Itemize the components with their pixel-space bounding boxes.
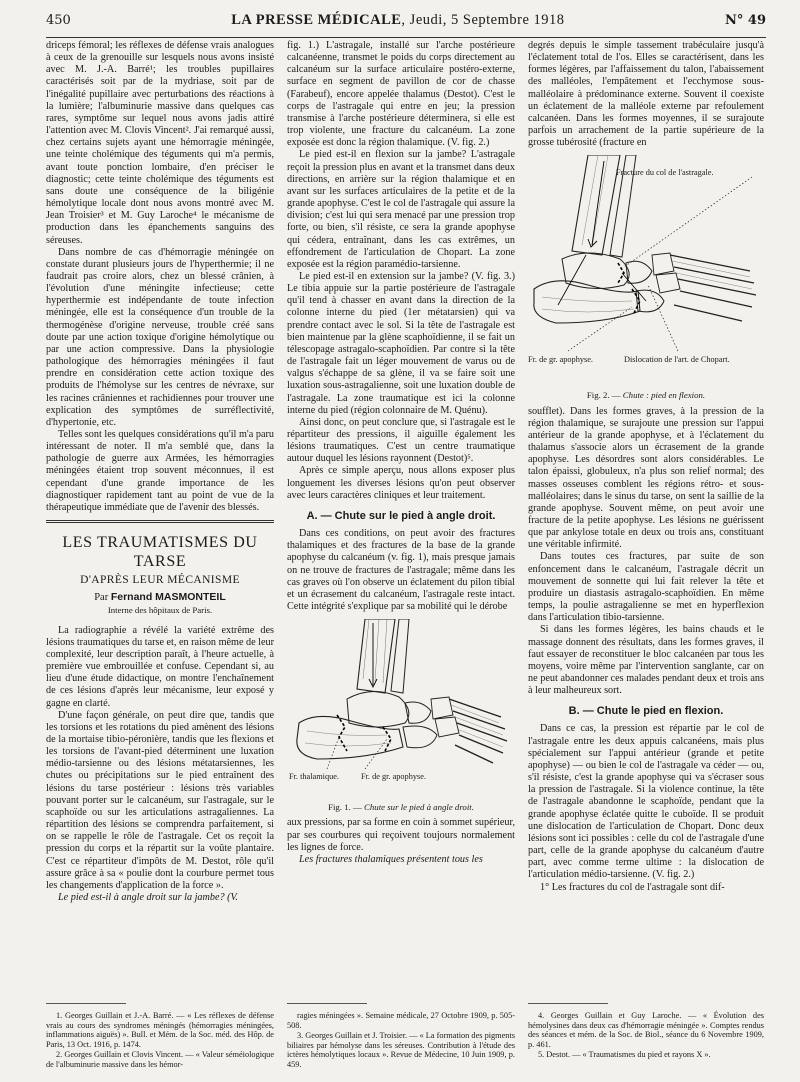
paragraph: degrés depuis le simple tassement trabéculaire jusqu'à l'éclatement total de l'os. Elles se caractérisent, dans les formes légères, par l'affaissement du talon, l'abaissement des malléoles, l'empâtement et l'ecchymose sous-malléolaire à prédominance externe. Souvent il coexiste un éclatement de la malléole externe par refoulement calcanéen. Dans les formes moyennes, il se surajoute parfois un arrachement de la partie supérieure de la grosse tubérosité (fracture en — [528, 40, 764, 149]
issue-number: N° 49 — [724, 13, 766, 28]
italic-text: Le pied est-il à angle droit sur la jambe? (V. — [58, 892, 238, 903]
paragraph: Ainsi donc, on peut conclure que, si l'astragale est le répartiteur des pressions, il aiguille également les lésions traumatiques. C'est un centre traumatique autour duquel les lésions rayonnent (Destot)⁵. — [287, 416, 515, 465]
figure-2-label-apophysis: Fr. de gr. apophyse. — [528, 355, 593, 365]
author-affiliation: Interne des hôpitaux de Paris. — [107, 605, 213, 616]
footnote: 1. Georges Guillain et J.-A. Barré. — « Les réflexes de défense vrais au cours des syndromes méningés (hémorragies méningées, inflammations aiguës) ». Bull. et Mém. de la Soc. méd. des Hôp. de Paris, 13 Oct. 1916, p. 1474. — [46, 1011, 274, 1049]
paragraph: Dans ces conditions, on peut avoir des fractures thalamiques et des fractures de la base de la grande apophyse du calcanéum (v. fig. 1), mais presque jamais on ne trouve de fractures de l'astragale; même dans les cas graves où l'on observe un éclatement du pilon tibial et un écrasement du calcanéum, l'astragale reste intact. Cette intégrité s'explique par sa mobilité qui le dérobe — [287, 528, 515, 613]
figure-2-caption-text: Chute : pied en flexion. — [622, 390, 706, 401]
footnote-rule-1 — [46, 1003, 126, 1004]
page-header — [46, 12, 766, 38]
figure-2-caption — [528, 389, 764, 401]
figure-1-caption-text: Chute sur le pied à angle droit. — [364, 802, 474, 813]
paragraph: aux pressions, par sa forme en coin à sommet supérieur, par ses courbures qui reçoivent toujours normalement les lignes de force. — [287, 817, 515, 853]
section-heading-a: A. — Chute sur le pied à angle droit. — [306, 509, 496, 522]
footnotes-column-1 — [46, 1011, 274, 1071]
figure-1-label-thalamic: Fr. thalamique. — [289, 772, 340, 782]
article-subtitle: D'APRÈS LEUR MÉCANISME — [80, 574, 240, 587]
paragraph: Le pied est-il en flexion sur la jambe? L'astragale reçoit la pression plus en avant et la transmet dans deux directions, en arrière sur la région thalamique et en avant sur les surfaces articulaires de la petite et de la grande apophyse. C'est le col de l'astragale qui assure la division; c'est lui qui sera menacé par une pression trop forte, ou bien, s'il résiste, ce sera la grande apophyse qui cédera, entraînant, dans les cas extrêmes, un effondrement de l'articulation de Chopart. La zone exposée est la région paramédio-tarsienne. — [287, 149, 515, 270]
paragraph-italic-question — [46, 892, 274, 904]
footnote-rule-3 — [528, 1003, 608, 1004]
issue-date: , Jeudi, 5 Septembre 1918 — [401, 12, 565, 28]
section-heading-b: B. — Chute le pied en flexion. — [568, 705, 724, 718]
paragraph: fig. 1.) L'astragale, installé sur l'arche postérieure calcanéenne, transmet le poids du corps directement au calcanéum sur la surface articulaire postéro-externe, surface en segment de pavillon de cor de chasse (Farabeuf), encore appelée thalamus (Destot). C'est le corps de l'astragale qui entre en jeu; la pression transmise à l'arche postérieure déterminera, si elle est trop violente, une fracture du calcanéum. La zone exposée est donc la région thalamique. (V. fig. 2.) — [287, 40, 515, 149]
italic-text: Les fractures thalamiques présentent tous les — [299, 853, 483, 865]
footnotes-column-3 — [528, 1011, 764, 1061]
article-divider — [46, 520, 274, 523]
paragraph: Dans ce cas, la pression est répartie par le col de l'astragale entre les deux appuis calcanéens, mais plus spécialement sur l'appui antérieur (grande et petite apophyse) — ou bien le col de l'astragale va céder — ou, s'il résiste, c'est la grande apophyse qui va s'écraser sous la pression de l'astragale. Si la violence continue, la tête de l'astragale abandonne le scaphoïde, pendant que la grande apophyse éclatée quitte le cuboïde. Il se produit une dislocation de l'articulation de Chopart. Donc deux lésions sont ici possibles : celle du col de l'astragale d'une part, celle de la grande apophyse du calcanéum d'autre part, avec comme terme ultime : la dislocation de l'articulation médio-tarsienne. (V. fig. 2.) — [528, 723, 764, 881]
column-1 — [46, 40, 274, 904]
journal-title-line — [231, 12, 564, 29]
paragraph: soufflet). Dans les formes graves, à la pression de la région thalamique, se surajoute une pression sur l'appui antérieur de la grande apophyse, et à l'éclatement du thalamus s'associe alors un écrasement de la grande apophyse. Les désordres sont alors considérables. Le talon épaissi, globuleux, n'a plus son relief normal; des masses osseuses comblent les régions rétro- et sous-malléolaires; dans le sinus du tarse, on sent la saillie de la grande apophyse. Souvent même, on peut avoir une fracture de la petite apophyse. Les lésions ne guérissent que par ankylose totale en deux ou trois ans, constituant une véritable infirmité. — [528, 405, 764, 551]
footnote: ragies méningées ». Semaine médicale, 27 Octobre 1909, p. 505-508. — [287, 1011, 515, 1030]
figure-1-label-apophysis: Fr. de gr. apophyse. — [361, 772, 426, 782]
figure-2-number: Fig. 2. — — [586, 390, 621, 401]
paragraph: Le pied est-il en extension sur la jambe? (V. fig. 3.) Le tibia appuie sur la partie postérieure de l'astragale qu'il tend à chasser en avant dans la direction de la colonne interne du pied (1er métatarsien) qui va prendre contact avec le sol. Si la tête de l'astragale est bien maintenue par la glène scaphoïdienne, il se fait un télescopage astragalo-scaphoïdien. Par contre si la tête de l'astragale fait un léger mouvement de varus ou de valgus s'échappe de sa glène, il va se faire soit une luxation sous-astragalienne, soit une luxation double de l'astragale. La zone traumatique est ici la colonne interne du pied (région colonnaire de M. Quénu). — [287, 270, 515, 416]
figure-1-caption — [287, 801, 515, 813]
figure-1 — [287, 619, 515, 813]
footnote: 4. Georges Guillain et Guy Laroche. — « Évolution des hémolysines dans deux cas d'hémorragie méningée ». Comptes rendus des séances et mém. de la Soc. de Biol., séance du 6 Novembre 1909, p. 461. — [528, 1011, 764, 1049]
column-3 — [528, 40, 764, 894]
paragraph: Telles sont les quelques considérations qu'il m'a paru intéressant de noter. Il m'a semblé que, dans la pathologie de guerre aux Armées, les hémorragies méningées étaient trop souvent méconnues, il est cependant d'une grande importance de les diagnostiquer rapidement tant au point de vue de la thérapeutique immédiate que de l'avenir des blessés. — [46, 429, 274, 513]
paragraph: driceps fémoral; les réflexes de défense vrais analogues à ceux de la grenouille sur lesquels nous avons insisté avec M. J.-A. Barré¹; les troubles pupillaires caractérisés soit par de la mydriase, soit par de l'inégalité pupillaire avec perturbations des réactions à la lumière; l'albuminurie massive dans quelques cas rares, symptôme sur lequel nous avons jadis attiré l'attention avec M. Clovis Vincent². J'ai remarqué aussi, chez certains sujets ayant une hémorragie méningée, une teinte cholémique des téguments qui m'a permis, avant toute ponction lombaire, d'en préciser le diagnostic; cette teinte cholémique des téguments est sans doute une conséquence de la biligénie hémolytique locale dont nous avons montré avec M. Jean Troisier³ et M. Guy Laroche⁴ le mécanisme de production dans les épanchements sanguins des séreuses. — [46, 40, 274, 246]
paragraph: D'une façon générale, on peut dire que, tandis que les torsions et les rotations du pied amènent des lésions de la mortaise tibio-péronière, tandis que les flexions et les torsions de l'avant-pied déterminent une luxation médio-tarsienne ou des lésions métatarsiennes, les chutes ou précipitations sur le pied entraînent des lésions du tarse postérieur : lésions très variables pouvant porter sur le calcanéum, sur l'astragale, sur le scaphoïde ou sur les articulations astragaliennes. La répartition des lésions se comprendra parfaitement, si on se rappelle le rôle de l'astragale. Cet os reçoit la pression du corps et la répartit sur la voûte plantaire. C'est ce répartiteur d'impôts de M. Destot, rôle qu'il assure grâce à sa « poulie dont la courbure permet tous les changements d'application de la force ». — [46, 709, 274, 891]
footnote: 3. Georges Guillain et J. Troisier. — « La formation des pigments biliaires par hémolyse dans les séreuses. Contribution à l'étude des ictères hémolytiques locaux ». Revue de Médecine, 10 Juin 1909, p. 459. — [287, 1031, 515, 1069]
figure-2 — [528, 155, 764, 401]
author-name: Fernand MASMONTEIL — [110, 591, 226, 604]
footnote: 2. Georges Guillain et Clovis Vincent. — « Valeur séméiologique de l'albuminurie massive dans les hémor- — [46, 1050, 274, 1069]
figure-2-label-chopart: Dislocation de l'art. de Chopart. — [624, 355, 730, 365]
paragraph: Après ce simple aperçu, nous allons exposer plus longuement les diverses lésions qu'on peut observer avec leurs caractères cliniques et leur traitement. — [287, 465, 515, 501]
paragraph: Dans toutes ces fractures, par suite de son enfoncement dans le calcanéum, l'astragale décrit un mouvement de sonnette qui lui fait relever la tête et produire un diastasis astragalo-scaphoïdien. En même temps, la poulie astragalienne se met en hyperflexion dans l'articulation tibio-tarsienne. — [528, 551, 764, 624]
paragraph: Si dans les formes légères, les bains chauds et le massage donnent des résultats, dans les formes graves, il faut essayer de reconstituer le bloc calcanéen par tous les moyens, voire même par l'intervention sanglante, car on ne peut abandonner ces malades pendant deux et trois ans à leur malheureux sort. — [528, 624, 764, 697]
journal-name: LA PRESSE MÉDICALE — [231, 12, 402, 28]
article-title: LES TRAUMATISMES DU TARSE — [62, 534, 258, 571]
column-2 — [287, 40, 515, 866]
paragraph: La radiographie a révélé la variété extrême des lésions traumatiques du tarse et, en raison même de leur complexité, leur description paraît, à l'heure actuelle, à première vue embrouillée et confuse. Cependant si, au lieu d'une étude didactique, on montre l'enchaînement de ces lésions d'après leur mécanisme, leur exposé y gagne en clarté. — [46, 624, 275, 709]
paragraph: 1° Les fractures du col de l'astragale sont dif- — [540, 881, 725, 893]
figure-1-number: Fig. 1. — — [328, 802, 362, 813]
article-author — [46, 591, 274, 604]
paragraph: Dans nombre de cas d'hémorragie méningée on constate durant plusieurs jours de l'hyperthermie; il ne faudrait pas croire alors, chez un blessé crânien, à l'évolution d'une méningite infectieuse; cette hyperthermie est indépendante de toute infection méningée, elle est la conséquence d'un trouble de la thermogénèse d'origine nerveuse, trouble créé sans doute par une action toxique d'origine hémolytique ou par une action compressive. Dans la physiologie pathologique des hémorragies méningées il faut prendre en considération cette action toxique des produits de l'hémolyse sur les centres de névraxe, sur les racines crâniennes et rachidiennes pour trouver une explication des symptômes de surréflectivité, d'hypertonie, etc. — [46, 246, 274, 428]
page-number: 450 — [46, 13, 71, 28]
figure-2-label-talus-neck: Fracture du col de l'astragale. — [616, 168, 714, 178]
footnotes-column-2 — [287, 1011, 515, 1071]
footnote: 5. Destot. — « Traumatismes du pied et rayons X ». — [538, 1050, 711, 1060]
paragraph-italic — [287, 854, 515, 866]
footnote-rule-2 — [287, 1003, 367, 1004]
foot-skeleton-illustration-2 — [528, 155, 764, 387]
author-prefix: Par — [94, 592, 109, 604]
